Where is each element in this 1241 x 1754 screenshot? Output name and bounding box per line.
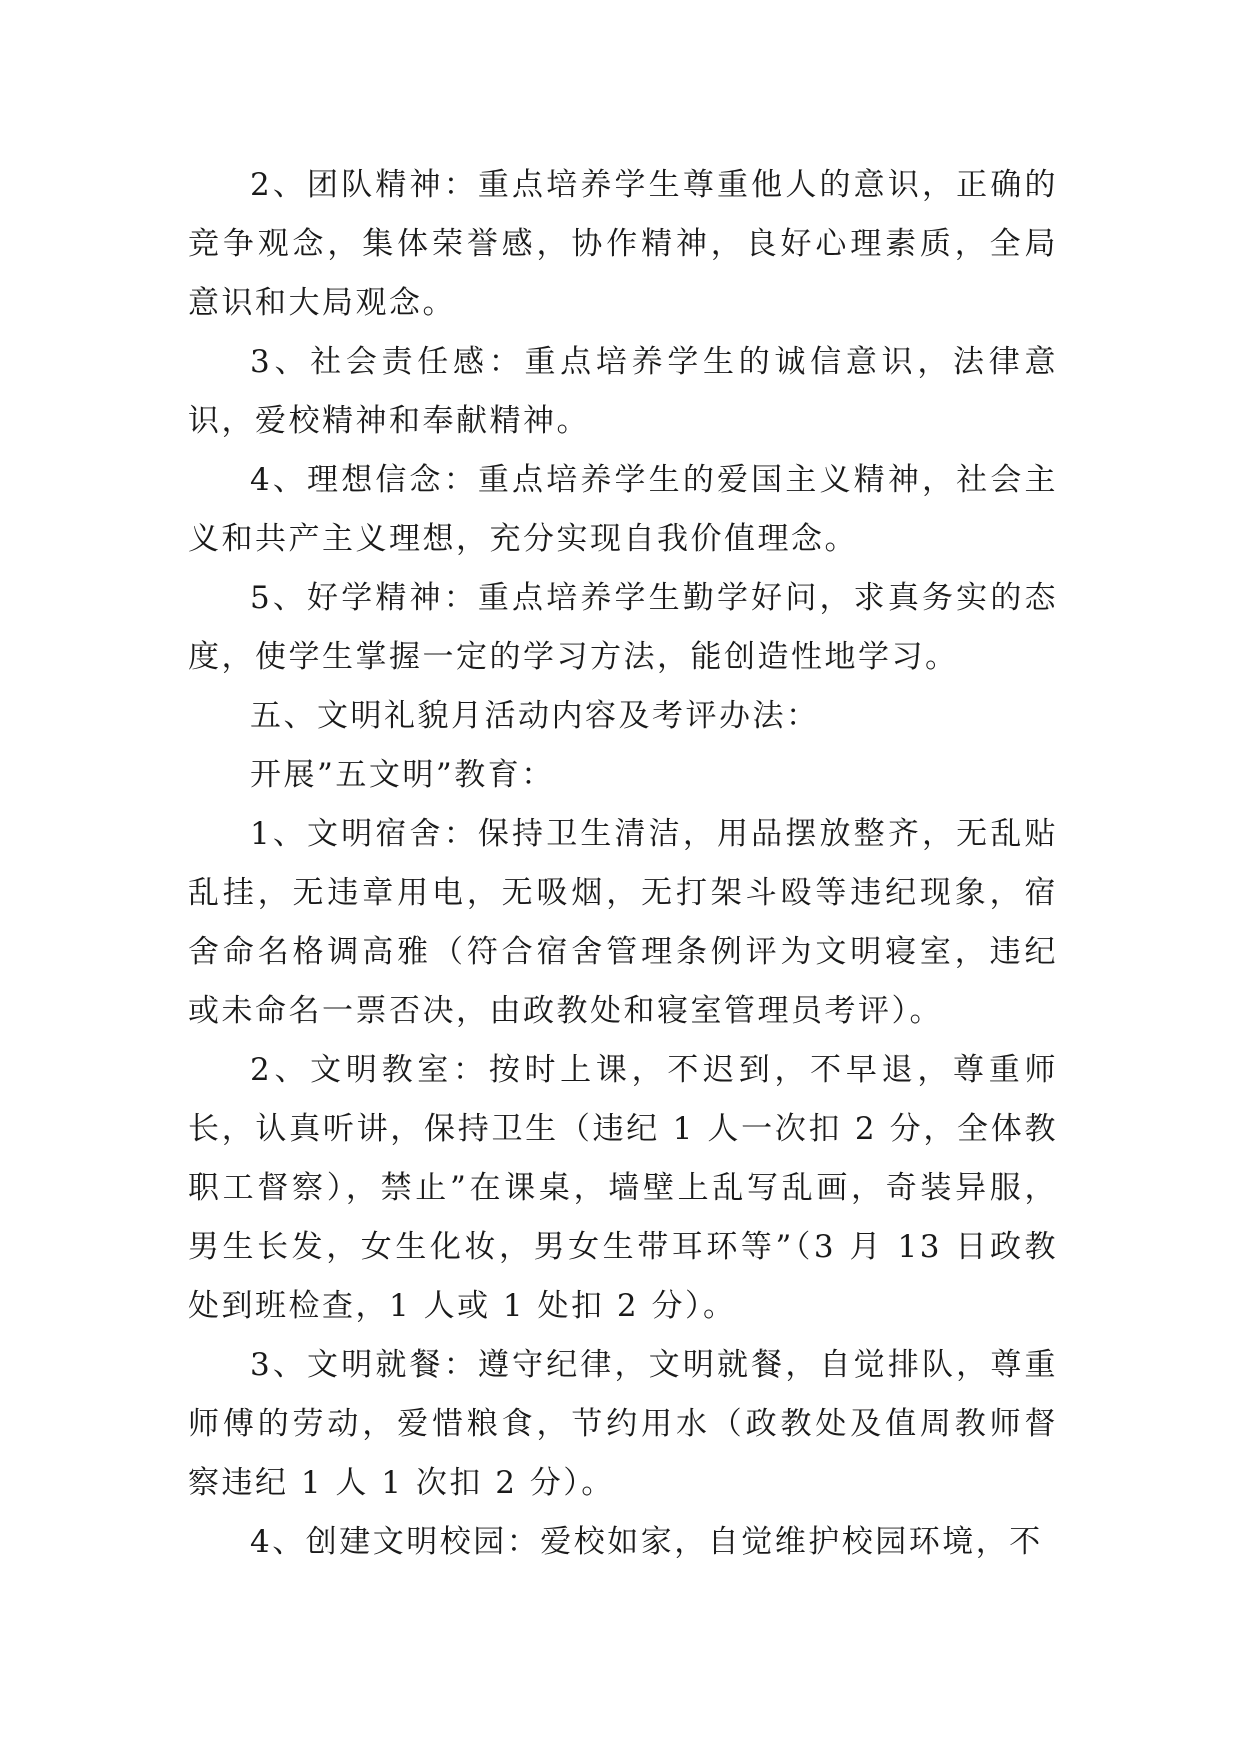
- paragraph-civil-dormitory: 1、文明宿舍：保持卫生清洁，用品摆放整齐，无乱贴乱挂，无违章用电，无吸烟，无打架斗殴等违纪现象，宿舍命名格调高雅（符合宿舍管理条例评为文明寝室，违纪或未命名一票否决，由政教处和寝室管理员考评）。: [188, 816, 1058, 1029]
- paragraph-civil-campus: 4、创建文明校园：爱校如家，自觉维护校园环境，不: [250, 1524, 1043, 1560]
- section-heading-activities: 五、文明礼貌月活动内容及考评办法：: [250, 698, 820, 734]
- paragraph-civil-classroom: 2、文明教室：按时上课，不迟到，不早退，尊重师长，认真听讲，保持卫生（违纪 1 人一次扣 2 分，全体教职工督察），禁止”在课桌，墙壁上乱写乱画，奇装异服，男生长发，女生化妆，男女生带耳环等”（3 月 13 日政教处到班检查，1 人或 1 处扣 2 分）。: [188, 1052, 1058, 1324]
- paragraph-team-spirit: 2、团队精神：重点培养学生尊重他人的意识，正确的竞争观念，集体荣誉感，协作精神，良好心理素质，全局意识和大局观念。: [188, 167, 1058, 321]
- paragraph-five-civility-intro: 开展”五文明”教育：: [250, 757, 555, 793]
- paragraph-civil-dining: 3、文明就餐：遵守纪律，文明就餐，自觉排队，尊重师傅的劳动，爱惜粮食，节约用水（政教处及值周教师督察违纪 1 人 1 次扣 2 分）。: [188, 1347, 1058, 1501]
- paragraph-ideals-beliefs: 4、理想信念：重点培养学生的爱国主义精神，社会主义和共产主义理想，充分实现自我价值理念。: [188, 462, 1058, 557]
- document-body: [188, 156, 1058, 1572]
- paragraph-social-responsibility: 3、社会责任感：重点培养学生的诚信意识，法律意识，爱校精神和奉献精神。: [188, 344, 1058, 439]
- paragraph-study-spirit: 5、好学精神：重点培养学生勤学好问，求真务实的态度，使学生掌握一定的学习方法，能创造性地学习。: [188, 580, 1058, 675]
